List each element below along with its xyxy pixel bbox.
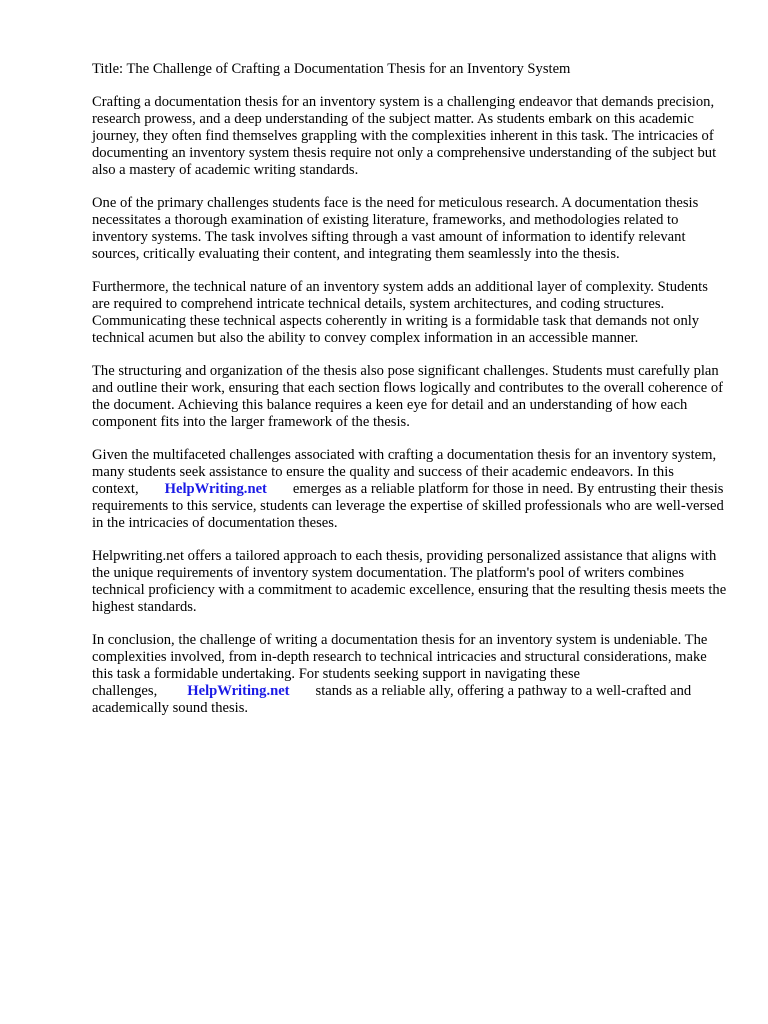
paragraph-conclusion-text-after: stands as a reliable ally, offering a pathway to a well-crafted and academically sound thesis. — [92, 683, 692, 716]
paragraph-assistance-text-before: Given the multifaceted challenges associated with crafting a documentation thesis for an inventory system, many students seek assistance to ensure the quality and success of their academic endeavors. In this context, — [92, 447, 717, 497]
paragraph-intro: Crafting a documentation thesis for an inventory system is a challenging endeavor that demands precision, research prowess, and a deep understanding of the subject matter. As students embark on this academic journey, they often find themselves grappling with the complexities inherent in this task. The intricacies of documenting an inventory system thesis require not only a comprehensive understanding of the subject but also a mastery of academic writing standards. — [92, 94, 717, 178]
paragraph-conclusion-text-before: In conclusion, the challenge of writing a documentation thesis for an inventory system is undeniable. The complexities involved, from in-depth research to technical intricacies and structural considerations, make this task a formidable undertaking. For students seeking support in navigating these challenges, — [92, 632, 708, 699]
paragraph-assistance — [92, 447, 728, 532]
paragraph-assistance-text-after: emerges as a reliable platform for those in need. By entrusting their thesis requirements to this service, students can leverage the expertise of skilled professionals who are well-versed in the intricacies of documentation theses. — [92, 481, 724, 531]
helpwriting-link-conclusion[interactable]: HelpWriting.net — [187, 683, 290, 699]
paragraph-structure: The structuring and organization of the thesis also pose significant challenges. Students must carefully plan and outline their work, ensuring that each section flows logically and contributes to the overall coherence of the document. Achieving this balance requires a keen eye for detail and an understanding of how each component fits into the larger framework of the thesis. — [92, 363, 723, 430]
helpwriting-link[interactable]: HelpWriting.net — [164, 481, 267, 497]
document-title: Title: The Challenge of Crafting a Documentation Thesis for an Inventory System — [92, 61, 571, 77]
paragraph-technical: Furthermore, the technical nature of an inventory system adds an additional layer of complexity. Students are required to comprehend intricate technical details, system architectures, and coding structures. Communicating these technical aspects coherently in writing is a formidable task that demands not only technical acumen but also the ability to convey complex information in an accessible manner. — [92, 279, 708, 346]
paragraph-helpwriting: Helpwriting.net offers a tailored approach to each thesis, providing personalized assistance that aligns with the unique requirements of inventory system documentation. The platform's pool of writers combines technical proficiency with a commitment to academic excellence, ensuring that the resulting thesis meets the highest standards. — [92, 548, 727, 615]
paragraph-conclusion — [92, 632, 728, 717]
document-page — [92, 61, 728, 733]
paragraph-research: One of the primary challenges students face is the need for meticulous research. A documentation thesis necessitates a thorough examination of existing literature, frameworks, and methodologies related to inventory systems. The task involves sifting through a vast amount of information to identify relevant sources, critically evaluating their content, and integrating them seamlessly into the thesis. — [92, 195, 699, 262]
